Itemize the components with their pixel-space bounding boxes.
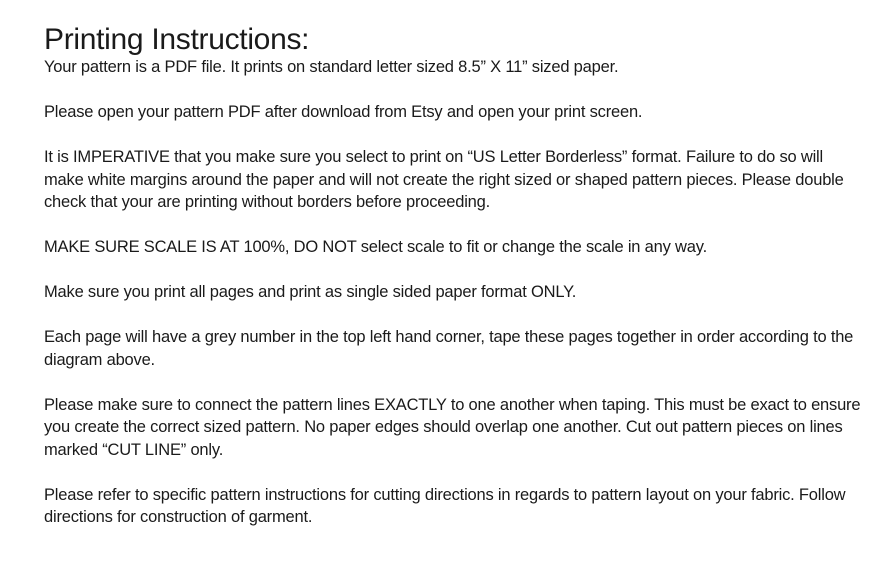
paragraph-borderless-format: It is IMPERATIVE that you make sure you select to print on “US Letter Borderless” format. Failure to do so will make white margins around the paper and will not create the right sized or shaped pattern pieces. Please double check that your are printing without borders before proceeding.	[44, 148, 844, 211]
paragraph-open-pdf: Please open your pattern PDF after download from Etsy and open your print screen.	[44, 103, 643, 121]
paragraph-cutting-directions: Please refer to specific pattern instructions for cutting directions in regards to pattern layout on your fabric. Follow directions for construction of garment.	[44, 485, 846, 526]
paragraph-scale: MAKE SURE SCALE IS AT 100%, DO NOT select scale to fit or change the scale in any way.	[44, 238, 707, 256]
paragraph-page-numbers: Each page will have a grey number in the top left hand corner, tape these pages together in order according to the diagram above.	[44, 328, 854, 369]
paragraph-pdf-file: Your pattern is a PDF file. It prints on standard letter sized 8.5” X 11” sized paper.	[44, 58, 619, 76]
page-title: Printing Instructions:	[44, 23, 310, 56]
paragraph-print-all-pages: Make sure you print all pages and print as single sided paper format ONLY.	[44, 283, 577, 301]
paragraph-connect-lines: Please make sure to connect the pattern lines EXACTLY to one another when taping. This must be exact to ensure you create the correct sized pattern. No paper edges should overlap one another. Cut out pattern pieces on lines marked “CUT LINE” only.	[44, 395, 861, 459]
instructions-document	[44, 22, 864, 551]
